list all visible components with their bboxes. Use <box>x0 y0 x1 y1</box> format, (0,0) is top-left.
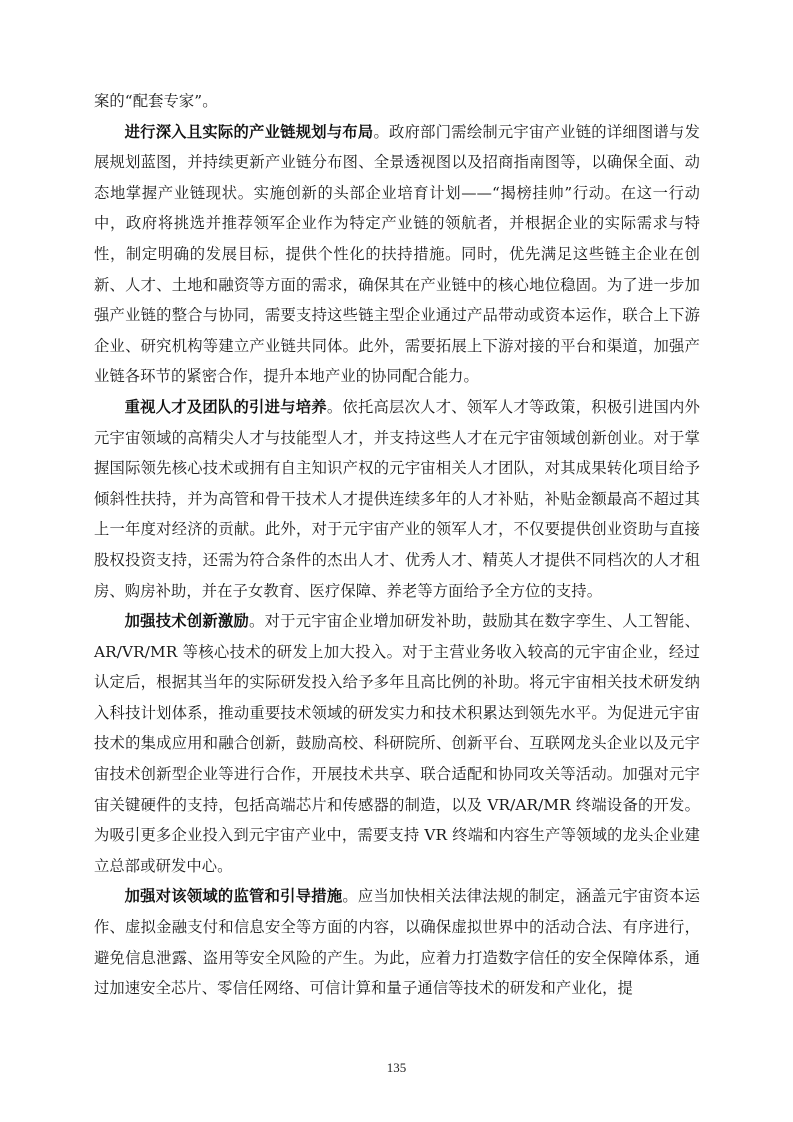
page-number: 135 <box>386 1060 407 1075</box>
paragraph-heading: 重视人才及团队的引进与培养 <box>124 397 327 416</box>
paragraph-body: 。政府部门需绘制元宇宙产业链的详细图谱与发展规划蓝图，并持续更新产业链分布图、全景透视图以及招商指南图等，以确保全面、动态地掌握产业链现状。实施创新的头部企业培育计划——“揭榜挂帅”行动。在这一行动中，政府将挑选并推荐领军企业作为特定产业链的领航者，并根据企业的实际需求与特性，制定明确的发展目标，提供个性化的扶持措施。同时，优先满足这些链主企业在创新、人才、土地和融资等方面的需求，确保其在产业链中的核心地位稳固。为了进一步加强产业链的整合与协同，需要支持这些链主型企业通过产品带动或资本运作，联合上下游企业、研究机构等建立产业链共同体。此外，需要拓展上下游对接的平台和渠道，加强产业链各环节的紧密合作，提升本地产业的协同配合能力。 <box>94 122 700 386</box>
paragraph-body: 。应当加快相关法律法规的制定，涵盖元宇宙资本运作、虚拟金融支付和信息安全等方面的内容，以确保虚拟世界中的活动合法、有序进行，避免信息泄露、盗用等安全风险的产生。为此，应着力打造数字信任的安全保障体系，通过加速安全芯片、零信任网络、可信计算和量子通信等技术的研发和产业化，提 <box>94 887 700 998</box>
paragraph-regulation <box>94 881 700 1003</box>
paragraph-body: 。对于元宇宙企业增加研发补助，鼓励其在数字孪生、人工智能、AR/VR/MR 等核心技术的研发上加大投入。对于主营业务收入较高的元宇宙企业，经过认定后，根据其当年的实际研发投入给予多年且高比例的补助。将元宇宙相关技术研发纳入科技计划体系，推动重要技术领域的研发实力和技术积累达到领先水平。为促进元宇宙技术的集成应用和融合创新，鼓励高校、科研院所、创新平台、互联网龙头企业以及元宇宙技术创新型企业等进行合作，开展技术共享、联合适配和协同攻关等活动。加强对元宇宙关键硬件的支持，包括高端芯片和传感器的制造，以及 VR/AR/MR 终端设备的开发。为吸引更多企业投入到元宇宙产业中，需要支持 VR 终端和内容生产等领域的龙头企业建立总部或研发中心。 <box>94 612 700 875</box>
paragraph-heading: 加强技术创新激励 <box>124 612 250 631</box>
paragraph-industry-chain <box>94 117 700 392</box>
document-page <box>94 86 700 1004</box>
paragraph-heading: 加强对该领域的监管和引导措施 <box>124 887 343 906</box>
continuation-paragraph: 案的“配套专家”。 <box>94 92 218 110</box>
paragraph-heading: 进行深入且实际的产业链规划与布局 <box>124 122 374 141</box>
paragraph-talent <box>94 392 700 606</box>
paragraph-body: 。依托高层次人才、领军人才等政策，积极引进国内外元宇宙领域的高精尖人才与技能型人才，并支持这些人才在元宇宙领域创新创业。对于掌握国际领先核心技术或拥有自主知识产权的元宇宙相关人才团队，对其成果转化项目给予倾斜性扶持，并为高管和骨干技术人才提供连续多年的人才补贴，补贴金额最高不超过其上一年度对经济的贡献。此外，对于元宇宙产业的领军人才，不仅要提供创业资助与直接股权投资支持，还需为符合条件的杰出人才、优秀人才、精英人才提供不同档次的人才租房、购房补助，并在子女教育、医疗保障、养老等方面给予全方位的支持。 <box>94 397 700 600</box>
paragraph-tech-innovation <box>94 606 700 881</box>
